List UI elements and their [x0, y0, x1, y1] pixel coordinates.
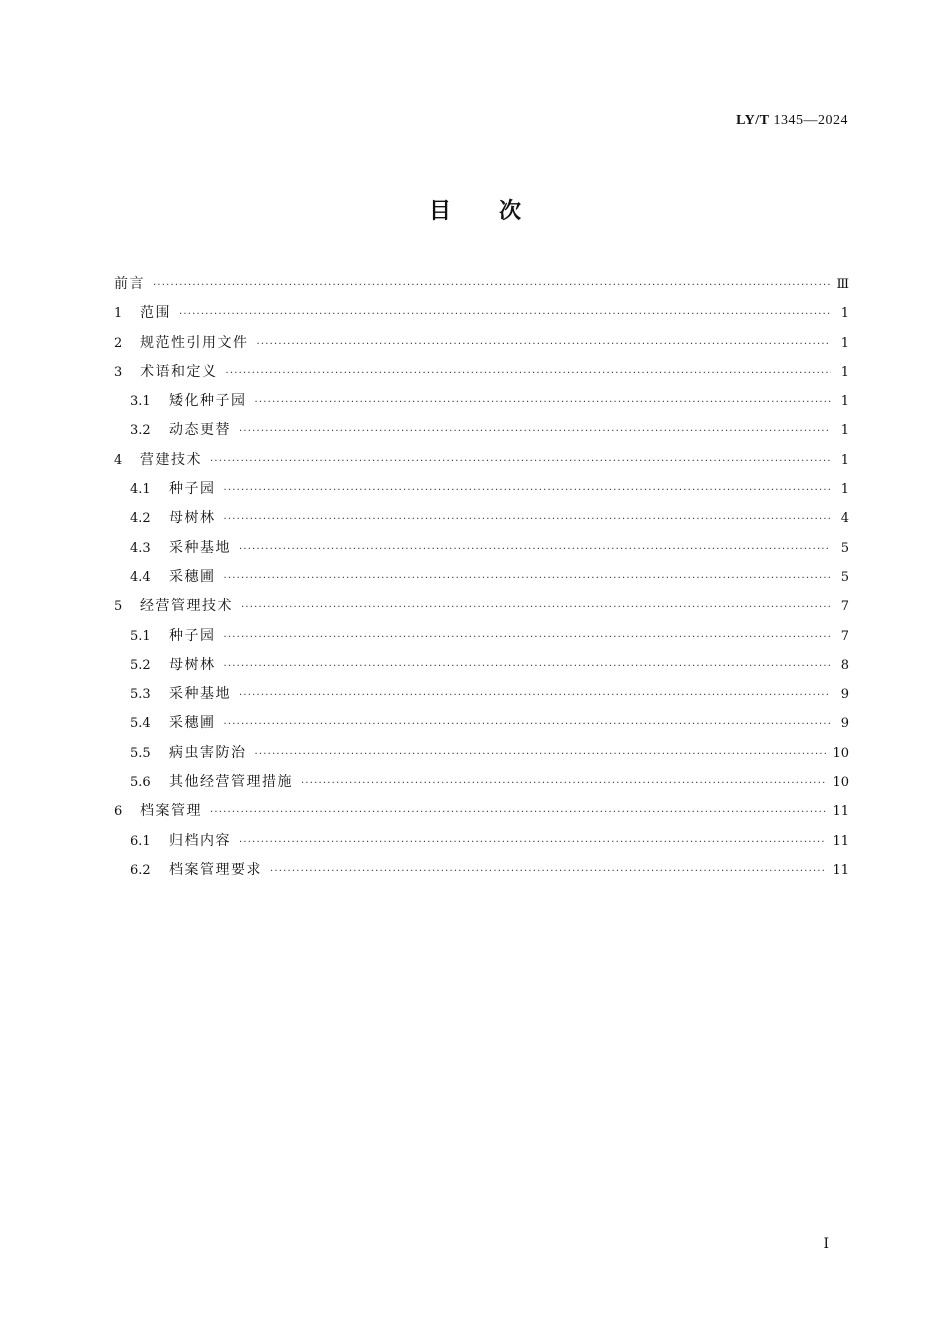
table-of-contents — [114, 270, 849, 885]
toc-entry-label: 病虫害防治 — [169, 744, 247, 761]
toc-leader-dots — [224, 564, 832, 593]
toc-leader-dots — [239, 535, 831, 564]
toc-entry-page: 5 — [840, 540, 849, 556]
toc-entry-number: 4.1 — [130, 482, 151, 498]
toc-entry[interactable] — [114, 358, 849, 387]
toc-entry-page: 1 — [840, 335, 849, 351]
toc-leader-dots — [224, 710, 832, 739]
toc-entry[interactable] — [114, 709, 849, 738]
toc-leader-dots — [210, 447, 831, 476]
toc-entry-label: 经营管理技术 — [140, 598, 233, 615]
toc-leader-dots — [270, 857, 826, 886]
toc-entry-page: 1 — [840, 394, 849, 410]
toc-entry-number: 5.4 — [130, 716, 151, 732]
toc-entry-page: 4 — [840, 511, 849, 527]
toc-entry-page: 5 — [840, 569, 849, 585]
toc-entry-page: 10 — [832, 775, 849, 791]
toc-leader-dots — [224, 652, 832, 681]
toc-leader-dots — [239, 828, 826, 857]
toc-entry-page: 1 — [840, 423, 849, 439]
toc-entry-label: 母树林 — [169, 510, 216, 527]
toc-entry-label: 其他经营管理措施 — [169, 774, 293, 791]
toc-entry-label: 采穗圃 — [169, 568, 216, 585]
toc-entry[interactable] — [114, 651, 849, 680]
document-code — [736, 113, 848, 129]
toc-entry-label: 前言 — [114, 276, 145, 292]
toc-entry-number: 6 — [114, 804, 123, 820]
toc-entry-page: 1 — [840, 364, 849, 380]
toc-entry-label: 采穗圃 — [169, 715, 216, 732]
toc-entry-number: 3.2 — [130, 423, 151, 439]
toc-entry[interactable] — [114, 387, 849, 416]
toc-entry[interactable] — [114, 270, 849, 299]
toc-entry-number: 3 — [114, 364, 123, 380]
document-code-number: 1345—2024 — [773, 113, 848, 128]
toc-leader-dots — [255, 740, 827, 769]
page-number: I — [823, 1236, 829, 1252]
toc-entry-page: 7 — [840, 599, 849, 615]
toc-entry-number: 4.3 — [130, 540, 151, 556]
toc-entry-page: 9 — [840, 687, 849, 703]
toc-entry-number: 5.3 — [130, 687, 151, 703]
toc-entry-page: 10 — [832, 745, 849, 761]
toc-entry-page: 1 — [840, 482, 849, 498]
toc-entry[interactable] — [114, 563, 849, 592]
toc-entry[interactable] — [114, 475, 849, 504]
toc-entry-page: 1 — [840, 452, 849, 468]
toc-leader-dots — [226, 359, 832, 388]
toc-entry-label: 营建技术 — [140, 451, 202, 468]
toc-entry-label: 母树林 — [169, 656, 216, 673]
toc-leader-dots — [224, 623, 832, 652]
toc-entry-number: 5 — [114, 599, 123, 615]
toc-entry[interactable] — [114, 827, 849, 856]
toc-entry-number: 3.1 — [130, 394, 151, 410]
toc-entry-page: 11 — [832, 804, 849, 820]
toc-entry[interactable] — [114, 739, 849, 768]
toc-entry-number: 2 — [114, 335, 123, 351]
document-code-prefix: LY/T — [736, 113, 770, 128]
toc-entry-page: 9 — [840, 716, 849, 732]
toc-entry-label: 种子园 — [169, 627, 216, 644]
toc-entry-label: 档案管理要求 — [169, 861, 262, 878]
toc-entry[interactable] — [114, 592, 849, 621]
toc-entry[interactable] — [114, 504, 849, 533]
toc-entry-page: 7 — [840, 628, 849, 644]
toc-entry-label: 规范性引用文件 — [140, 334, 249, 351]
page-title: 目次 — [428, 199, 569, 224]
toc-entry-page: 8 — [840, 657, 849, 673]
toc-leader-dots — [255, 388, 832, 417]
toc-leader-dots — [224, 505, 832, 534]
toc-entry-label: 种子园 — [169, 481, 216, 498]
toc-entry[interactable] — [114, 534, 849, 563]
toc-entry-label: 归档内容 — [169, 832, 231, 849]
toc-leader-dots — [224, 476, 832, 505]
toc-entry[interactable] — [114, 329, 849, 358]
toc-leader-dots — [239, 681, 831, 710]
toc-entry[interactable] — [114, 797, 849, 826]
toc-leader-dots — [153, 271, 830, 300]
toc-entry[interactable] — [114, 416, 849, 445]
toc-entry-label: 范围 — [140, 305, 171, 322]
toc-entry[interactable] — [114, 299, 849, 328]
toc-entry-number: 5.5 — [130, 745, 151, 761]
toc-entry[interactable] — [114, 622, 849, 651]
toc-entry-page: Ⅲ — [836, 277, 849, 292]
toc-entry-page: 11 — [832, 833, 849, 849]
toc-entry-number: 4 — [114, 452, 123, 468]
toc-entry-label: 采种基地 — [169, 539, 231, 556]
toc-leader-dots — [257, 330, 832, 359]
toc-leader-dots — [179, 300, 831, 329]
toc-leader-dots — [210, 798, 826, 827]
toc-entry[interactable] — [114, 768, 849, 797]
toc-entry-label: 术语和定义 — [140, 363, 218, 380]
toc-entry-number: 5.2 — [130, 657, 151, 673]
toc-entry-number: 6.2 — [130, 862, 151, 878]
toc-entry[interactable] — [114, 680, 849, 709]
toc-entry-number: 5.1 — [130, 628, 151, 644]
toc-entry-page: 11 — [832, 862, 849, 878]
toc-entry-number: 5.6 — [130, 775, 151, 791]
toc-entry[interactable] — [114, 856, 849, 885]
toc-leader-dots — [241, 593, 831, 622]
toc-entry-label: 档案管理 — [140, 803, 202, 820]
toc-entry-label: 动态更替 — [169, 422, 231, 439]
toc-entry-number: 4.4 — [130, 569, 151, 585]
toc-entry-number: 6.1 — [130, 833, 151, 849]
toc-leader-dots — [239, 417, 831, 446]
toc-leader-dots — [301, 769, 826, 798]
toc-entry[interactable] — [114, 446, 849, 475]
toc-entry-label: 矮化种子园 — [169, 393, 247, 410]
toc-entry-label: 采种基地 — [169, 686, 231, 703]
toc-entry-page: 1 — [840, 306, 849, 322]
toc-entry-number: 4.2 — [130, 511, 151, 527]
toc-entry-number: 1 — [114, 306, 123, 322]
